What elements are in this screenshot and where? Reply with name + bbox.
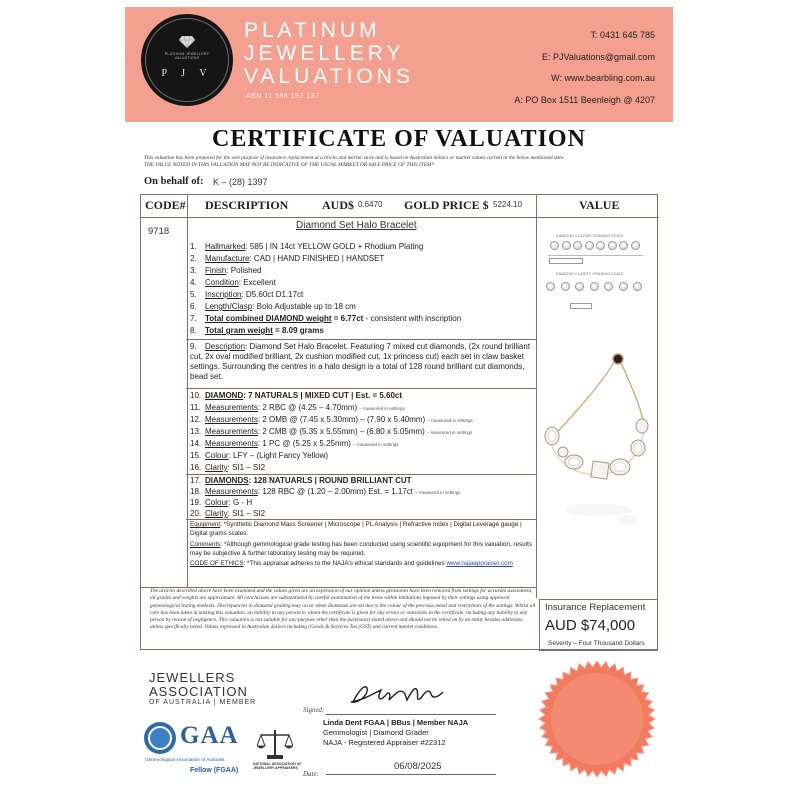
item-number: 19. [190, 498, 202, 507]
item-line [190, 278, 276, 287]
item-note: – measured in settings [359, 406, 405, 411]
grade-sample-icon [604, 282, 613, 291]
ethics-label: CODE OF ETHICS [190, 560, 244, 567]
item-value: : 2 RBC @ (4.25 – 4.70mm) [257, 403, 358, 412]
item-value: : SI1 – SI2 [227, 463, 266, 472]
item-value: : Polished [226, 266, 262, 275]
item-number: 5. [190, 290, 197, 299]
item-value: : 585 | IN 14ct YELLOW GOLD + Rhodium Plating [245, 242, 424, 251]
item-line [190, 242, 423, 251]
handwritten-signature [345, 680, 455, 708]
signer-title-2: NAJA - Registered Appraiser #22312 [323, 738, 446, 747]
item-line [190, 266, 261, 275]
description-text: : Diamond Set Halo Bracelet. Featuring 7 mixed cut diamonds, (2x round brilliant cut, 2x oval modified brilliant, 2x cushion modified cut, 1x princess cut) each set in claw basket settings. Surrounding the centres in a halo design is a total of 128 round brilliant cut diamonds, bead set. [190, 342, 531, 381]
item-line [190, 391, 402, 400]
item-value: = 8.09 grams [272, 326, 324, 335]
equipment-label: Equipment [190, 521, 221, 528]
item-note: – measured in settings [427, 418, 473, 423]
item-number: 18. [190, 487, 202, 496]
aud-header: AUD$ [322, 198, 354, 212]
item-label: Measurements [205, 439, 258, 448]
code-header: CODE# [145, 198, 186, 212]
item-label: Description [205, 342, 246, 351]
item-line [190, 476, 412, 485]
item-value: : CAD | HAND FINISHED | HANDSET [249, 254, 385, 263]
description-header: DESCRIPTION [205, 198, 289, 212]
item-label: DIAMOND [205, 391, 244, 400]
ja-logo-line-2: ASSOCIATION [149, 684, 248, 699]
item-value: = 6.77ct [331, 314, 364, 323]
item-number: 2. [190, 254, 197, 263]
item-line [190, 254, 384, 263]
item-label: Total combined DIAMOND weight [205, 314, 332, 323]
item-value: : Excellent [238, 278, 276, 287]
item-number: 1. [190, 242, 197, 251]
item-label: Hallmarked [205, 242, 246, 251]
item-label: Clarity [205, 463, 228, 472]
scales-of-justice-icon [257, 728, 293, 760]
naja-logo-text: NATIONAL ASSOCIATION OF JEWELLERY APPRAISERS [253, 762, 302, 771]
item-line [190, 498, 252, 507]
fellow-badge: Fellow (FGAA) [190, 767, 239, 774]
item-title: Diamond Set Halo Bracelet [296, 220, 417, 231]
contact-web: W: www.bearbling.com.au [551, 73, 655, 83]
insurance-label: Insurance Replacement [545, 602, 646, 613]
item-number: 7. [190, 314, 197, 323]
contact-address: A: PO Box 1511 Beenleigh @ 4207 [514, 95, 655, 105]
signature-line [326, 714, 496, 715]
item-value: : 2 OMB @ (7.45 x 5.30mm) – (7.90 x 5.40mm) [257, 415, 426, 424]
section-rule [186, 388, 536, 389]
item-value: : 1 PC @ (5.25 x 5.25mm) [257, 439, 351, 448]
grade-sample-icon [561, 282, 570, 291]
date-line [326, 774, 496, 775]
brand-line-2: JEWELLERY [244, 42, 405, 65]
brand-line-1: PLATINUM [244, 19, 381, 42]
item-number: 6. [190, 302, 197, 311]
ja-logo-sub: OF AUSTRALIA | MEMBER [149, 699, 257, 706]
clarity-scale-title: DIAMOND CLARITY GRADING SCALE [556, 272, 624, 276]
item-number: 4. [190, 278, 197, 287]
insurance-amount-words: Seventy – Four Thousand Dollars [548, 640, 645, 647]
ja-logo-line-1: JEWELLERS [149, 670, 236, 685]
value-header: VALUE [579, 198, 620, 212]
item-number: 15. [190, 451, 202, 460]
insurance-amount: AUD $74,000 [545, 617, 636, 634]
item-line [190, 427, 472, 436]
item-label: Measurements [205, 403, 258, 412]
behalf-label: On behalf of: [144, 176, 204, 187]
item-line [190, 415, 473, 424]
item-value: : LFY – (Light Fancy Yellow) [228, 451, 329, 460]
liability-statement: The articles described above have been examined and the values given are an expression of our opinion unless gemstones have been removed from settings for accurate assessment, all grades and weights are approximate. All conclusions are substantiated by careful examination of the items within limitations imposed by their settings using approved gemmological testing methods. Discrepancies in diamond grading may occur when diamonds are set due to the colour of the precious metal and restrictions of the settings. Whilst all care has been taken in making this valuation, no liability to any person to whom the certificate is given for any errors or omissions in the certificate, including any liability to any person by reason of negligence. This valuation is not suitable for any purpose other than the purpose(s) stated above and should not be relied on by an entity besides addressee, unless specifically noted. Values expressed in Australian dollars including (Goods & Services Tax (GST) and current market conditions. [150, 588, 536, 631]
item-value: : 128 RBC @ (1.20 – 2.00mm) Est. = 1.17ct [257, 487, 413, 496]
aud-rate: 0.6470 [358, 200, 383, 209]
item-line [190, 326, 324, 335]
item-label: Measurements [205, 487, 258, 496]
grade-sample-icon [562, 241, 571, 250]
date-label: Date: [303, 770, 319, 778]
contact-phone: T: 0431 645 785 [590, 30, 655, 40]
disclaimer-line: THE VALUE NOTED IN THIS VALUATION MAY NOT BE INDICATIVE OF THE USUAL MARKET OR SALE PRICE OF THIS ITEM* [144, 162, 435, 168]
item-tail: - consistent with inscription [363, 314, 462, 323]
equipment-note [190, 521, 535, 538]
item-label: Inscription [205, 290, 242, 299]
valuation-date: 06/08/2025 [394, 761, 442, 772]
behalf-value: K – (28) 1397 [213, 177, 268, 187]
grade-sample-icon [575, 282, 584, 291]
comments-label: Comments [190, 541, 221, 548]
equipment-text: : *Synthetic Diamond Mass Screener | Microscope | PL Analysis | Refractive Index | Digital Leverage gauge | Digital grams scales. [190, 521, 522, 537]
item-number: 20. [190, 509, 202, 518]
clarity-grade-marker [570, 303, 592, 309]
item-number: 16. [190, 463, 202, 472]
item-label: Finish [205, 266, 227, 275]
item-line [190, 302, 356, 311]
item-number: 17. [190, 476, 202, 485]
grade-sample-icon [585, 241, 594, 250]
item-label: Measurements [205, 427, 258, 436]
item-value: : 128 NATUARLS | ROUND BRILLIANT CUT [248, 476, 412, 485]
col-divider [187, 195, 188, 587]
certificate-title: CERTIFICATE OF VALUATION [212, 126, 586, 152]
item-line [190, 487, 461, 496]
item-number: 11. [190, 403, 201, 412]
item-label: Clarity [205, 509, 228, 518]
item-label: Measurements [205, 415, 258, 424]
comments-text: : *Although gemmological grade testing has been conducted using scientific equipment for this valuation, results may be subjective & further laboratory testing may be required. [190, 541, 532, 557]
ethics-note [190, 560, 535, 569]
item-label: DIAMONDS [205, 476, 249, 485]
grade-sample-icon [573, 241, 582, 250]
item-number: 9. [190, 342, 197, 351]
item-value: : Bolo Adjustable up to 18 cm [252, 302, 356, 311]
item-label: Total gram weight [205, 326, 273, 335]
section-rule [186, 474, 536, 475]
item-label: Manufacture [205, 254, 250, 263]
signer-name: Linda Dent FGAA | BBus | Member NAJA [323, 718, 469, 727]
colour-grade-marker [549, 258, 583, 264]
abn-number: ABN 11 588 192 137 [246, 93, 320, 100]
gaa-emblem-inner [148, 726, 172, 750]
disclaimer-line: This valuation has been prepared for the sole purpose of insurance replacement at a bricks and mortar store and is based on Australian dollars or market values current at the below mentioned date. [144, 155, 565, 161]
section-rule [186, 519, 536, 520]
item-line [190, 463, 265, 472]
section-rule [186, 339, 536, 340]
item-number: 3. [190, 266, 197, 275]
logo-arc-text: PLATINUM JEWELLERY VALUATIONS [164, 52, 210, 60]
disclaimer [144, 155, 664, 169]
grade-sample-icon [619, 282, 628, 291]
header-row-rule [141, 217, 659, 218]
item-code: 9718 [148, 226, 170, 237]
item-value: : D5.60ct D1.17ct [241, 290, 304, 299]
grade-sample-icon [546, 282, 555, 291]
item-label: Length/Clasp [205, 302, 253, 311]
item-note: – measured in settings [427, 430, 473, 435]
gold-price-header: GOLD PRICE $ [404, 198, 489, 212]
gaa-logo-text: GAA [180, 722, 239, 749]
contact-email: E: PJValuations@gmail.com [541, 52, 655, 62]
item-label: Colour [205, 498, 229, 507]
item-label: Condition [205, 278, 239, 287]
gaa-emblem [144, 722, 176, 754]
logo-initials: P J V [161, 68, 213, 79]
signed-label: Signed: [303, 706, 325, 714]
item-line [190, 403, 405, 412]
grade-sample-icon [619, 241, 628, 250]
item-line [190, 439, 398, 448]
description-item [190, 342, 535, 382]
item-line [190, 314, 461, 323]
item-line [190, 509, 265, 518]
colour-scale-title: DIAMOND COLOUR GRADING SCALE [556, 234, 624, 238]
scale-rule [548, 255, 643, 256]
item-value: : G - H [228, 498, 253, 507]
item-note: – measured in settings [415, 490, 461, 495]
item-value: : 7 NATURALS | MIXED CUT | Est. = 5.60ct [243, 391, 403, 400]
item-number: 8. [190, 326, 197, 335]
gold-price-value: 5224.10 [493, 200, 522, 209]
grade-sample-icon [608, 241, 617, 250]
item-number: 10. [190, 391, 202, 400]
grade-sample-icon [550, 241, 559, 250]
item-label: Colour [205, 451, 229, 460]
grade-sample-icon [596, 241, 605, 250]
col-divider [536, 195, 537, 598]
item-number: 12. [190, 415, 202, 424]
item-line [190, 290, 303, 299]
signer-title-1: Gemmologist | Diamond Grader [323, 728, 429, 737]
gaa-sub: Gemmological Association of Australia [145, 757, 225, 762]
item-number: 13. [190, 427, 202, 436]
pjv-logo [141, 14, 233, 106]
grade-sample-icon [631, 241, 640, 250]
item-number: 14. [190, 439, 202, 448]
diamond-icon [179, 36, 195, 48]
certificate-seal [538, 660, 656, 778]
brand-line-3: VALUATIONS [244, 65, 414, 88]
bracelet-photo [538, 350, 658, 535]
item-value: : SI1 – SI2 [227, 509, 266, 518]
logo-ring [145, 18, 229, 102]
grade-sample-icon [633, 282, 642, 291]
naja-link[interactable]: www.najaappraiser.com [446, 560, 513, 567]
item-note: – measured in settings [353, 442, 399, 447]
ethics-text: : *This appraisal adheres to the NAJA's ethical standards and guidelines [243, 560, 447, 567]
item-value: : 2 CMB @ (5.35 x 5.55mm) – (6.80 x 5.05mm) [257, 427, 425, 436]
item-line [190, 451, 328, 460]
grade-sample-icon [590, 282, 599, 291]
comments-note [190, 541, 535, 558]
